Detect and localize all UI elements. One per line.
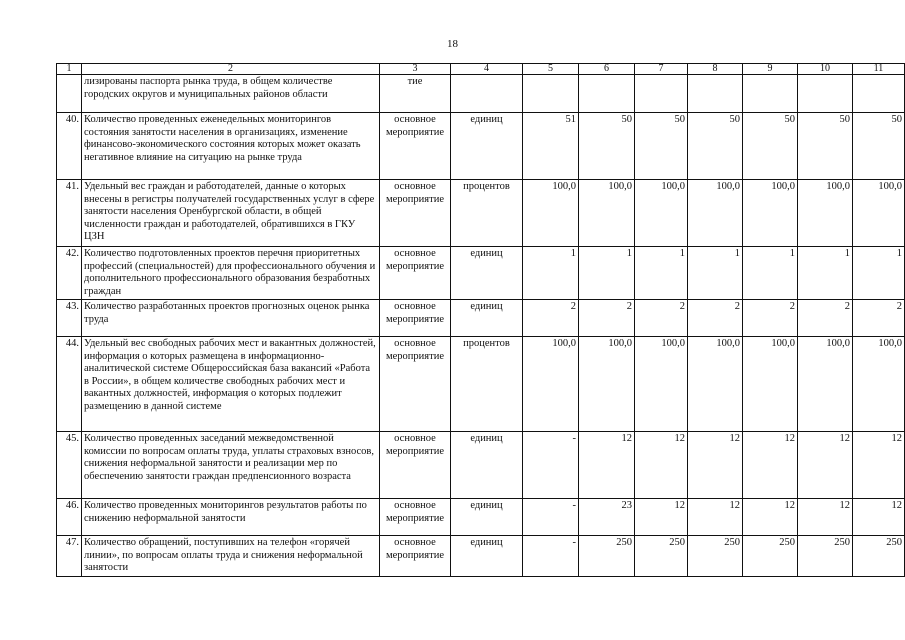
value-cell: 1	[798, 247, 853, 300]
indicator-name: Количество подготовленных проектов перечня приоритетных профессий (специальностей) для профессионального обучения и дополнительного профессионального образования безработных граждан	[82, 247, 380, 300]
indicator-name: Количество разработанных проектов прогнозных оценок рынка труда	[82, 300, 380, 337]
table-row	[57, 75, 905, 113]
value-cell: 12	[853, 432, 905, 499]
value-cell: 2	[579, 300, 635, 337]
column-header: 3	[380, 64, 451, 75]
column-header: 7	[635, 64, 688, 75]
table-row	[57, 432, 905, 499]
value-cell: 12	[743, 499, 798, 536]
value-cell: 50	[579, 113, 635, 180]
value-cell	[635, 75, 688, 113]
event-type: основное мероприятие	[380, 180, 451, 247]
value-cell	[688, 75, 743, 113]
row-number: 42.	[57, 247, 82, 300]
table-row	[57, 499, 905, 536]
indicator-name: Количество проведенных заседаний межведомственной комиссии по вопросам оплаты труда, уплаты страховых взносов, снижения неформальной занятости и реализации мер по обеспечению занятости граждан предпенсионного возраста	[82, 432, 380, 499]
value-cell: 100,0	[853, 337, 905, 432]
value-cell: 1	[523, 247, 579, 300]
event-type: основное мероприятие	[380, 337, 451, 432]
indicator-name: Удельный вес граждан и работодателей, данные о которых внесены в регистры получателей государственных услуг в сфере занятости населения Оренбургской области, в общей численности граждан и работодателей, обратившихся в ГКУ ЦЗН	[82, 180, 380, 247]
value-cell: 2	[853, 300, 905, 337]
column-header: 9	[743, 64, 798, 75]
row-number: 47.	[57, 536, 82, 577]
event-type: основное мероприятие	[380, 300, 451, 337]
event-type: основное мероприятие	[380, 432, 451, 499]
event-type: основное мероприятие	[380, 499, 451, 536]
value-cell: 100,0	[635, 337, 688, 432]
value-cell: 100,0	[743, 337, 798, 432]
table-row	[57, 337, 905, 432]
value-cell: 250	[688, 536, 743, 577]
unit: единиц	[451, 300, 523, 337]
indicator-name: Количество проведенных мониторингов результатов работы по снижению неформальной занятости	[82, 499, 380, 536]
value-cell: 50	[688, 113, 743, 180]
value-cell: -	[523, 499, 579, 536]
indicator-table	[56, 63, 905, 577]
row-number: 40.	[57, 113, 82, 180]
value-cell: 50	[635, 113, 688, 180]
value-cell: 100,0	[798, 337, 853, 432]
value-cell: 12	[743, 432, 798, 499]
unit: единиц	[451, 247, 523, 300]
row-number: 44.	[57, 337, 82, 432]
column-header: 8	[688, 64, 743, 75]
value-cell: 12	[688, 432, 743, 499]
value-cell: 250	[743, 536, 798, 577]
value-cell: 1	[853, 247, 905, 300]
value-cell: 12	[688, 499, 743, 536]
value-cell: 250	[579, 536, 635, 577]
value-cell: 2	[688, 300, 743, 337]
value-cell	[853, 75, 905, 113]
value-cell: 1	[635, 247, 688, 300]
unit: единиц	[451, 113, 523, 180]
value-cell: 100,0	[853, 180, 905, 247]
value-cell	[743, 75, 798, 113]
column-header: 10	[798, 64, 853, 75]
unit: единиц	[451, 536, 523, 577]
page-number: 18	[447, 38, 458, 50]
table-row	[57, 180, 905, 247]
column-number-row	[57, 64, 905, 75]
value-cell: 250	[635, 536, 688, 577]
value-cell: 50	[853, 113, 905, 180]
value-cell: 12	[635, 499, 688, 536]
value-cell: 100,0	[635, 180, 688, 247]
value-cell: 100,0	[579, 180, 635, 247]
value-cell: 100,0	[579, 337, 635, 432]
row-number	[57, 75, 82, 113]
value-cell: 100,0	[688, 337, 743, 432]
value-cell: 50	[743, 113, 798, 180]
row-number: 46.	[57, 499, 82, 536]
value-cell: 12	[635, 432, 688, 499]
value-cell	[523, 75, 579, 113]
unit: единиц	[451, 432, 523, 499]
row-number: 41.	[57, 180, 82, 247]
value-cell: 250	[853, 536, 905, 577]
value-cell: 12	[579, 432, 635, 499]
row-number: 45.	[57, 432, 82, 499]
column-header: 6	[579, 64, 635, 75]
value-cell: 1	[579, 247, 635, 300]
indicator-name: Количество проведенных еженедельных мониторингов состояния занятости населения в организациях, изменение финансово-экономического состояния которых может оказать негативное влияние на ситуацию на рынке труда	[82, 113, 380, 180]
value-cell: 51	[523, 113, 579, 180]
value-cell: 100,0	[523, 337, 579, 432]
value-cell: 12	[853, 499, 905, 536]
value-cell: 100,0	[743, 180, 798, 247]
value-cell: 12	[798, 499, 853, 536]
row-number: 43.	[57, 300, 82, 337]
unit: единиц	[451, 499, 523, 536]
event-type: основное мероприятие	[380, 113, 451, 180]
table-row	[57, 300, 905, 337]
value-cell: -	[523, 432, 579, 499]
value-cell: 100,0	[798, 180, 853, 247]
value-cell: 2	[523, 300, 579, 337]
value-cell: 100,0	[523, 180, 579, 247]
column-header: 4	[451, 64, 523, 75]
value-cell: 2	[798, 300, 853, 337]
column-header: 11	[853, 64, 905, 75]
value-cell: 2	[635, 300, 688, 337]
indicator-name: Количество обращений, поступивших на телефон «горячей линии», по вопросам оплаты труда и снижения неформальной занятости	[82, 536, 380, 577]
table-row	[57, 247, 905, 300]
indicator-name: лизированы паспорта рынка труда, в общем количестве городских округов и муниципальных районов области	[82, 75, 380, 113]
column-header: 2	[82, 64, 380, 75]
unit: процентов	[451, 180, 523, 247]
value-cell: 250	[798, 536, 853, 577]
value-cell: 1	[743, 247, 798, 300]
value-cell: -	[523, 536, 579, 577]
event-type: основное мероприятие	[380, 536, 451, 577]
column-header: 5	[523, 64, 579, 75]
value-cell	[579, 75, 635, 113]
unit: процентов	[451, 337, 523, 432]
value-cell: 1	[688, 247, 743, 300]
indicator-name: Удельный вес свободных рабочих мест и вакантных должностей, информация о которых размещена в информационно-аналитической системе Общероссийская база вакансий «Работа в России», в общем количестве свободных рабочих мест и вакантных должностей, информация о которых подлежит размещению в данной системе	[82, 337, 380, 432]
value-cell: 2	[743, 300, 798, 337]
value-cell: 12	[798, 432, 853, 499]
value-cell	[798, 75, 853, 113]
table-row	[57, 113, 905, 180]
value-cell: 50	[798, 113, 853, 180]
unit	[451, 75, 523, 113]
column-header: 1	[57, 64, 82, 75]
value-cell: 23	[579, 499, 635, 536]
table-row	[57, 536, 905, 577]
value-cell: 100,0	[688, 180, 743, 247]
event-type: тие	[380, 75, 451, 113]
event-type: основное мероприятие	[380, 247, 451, 300]
